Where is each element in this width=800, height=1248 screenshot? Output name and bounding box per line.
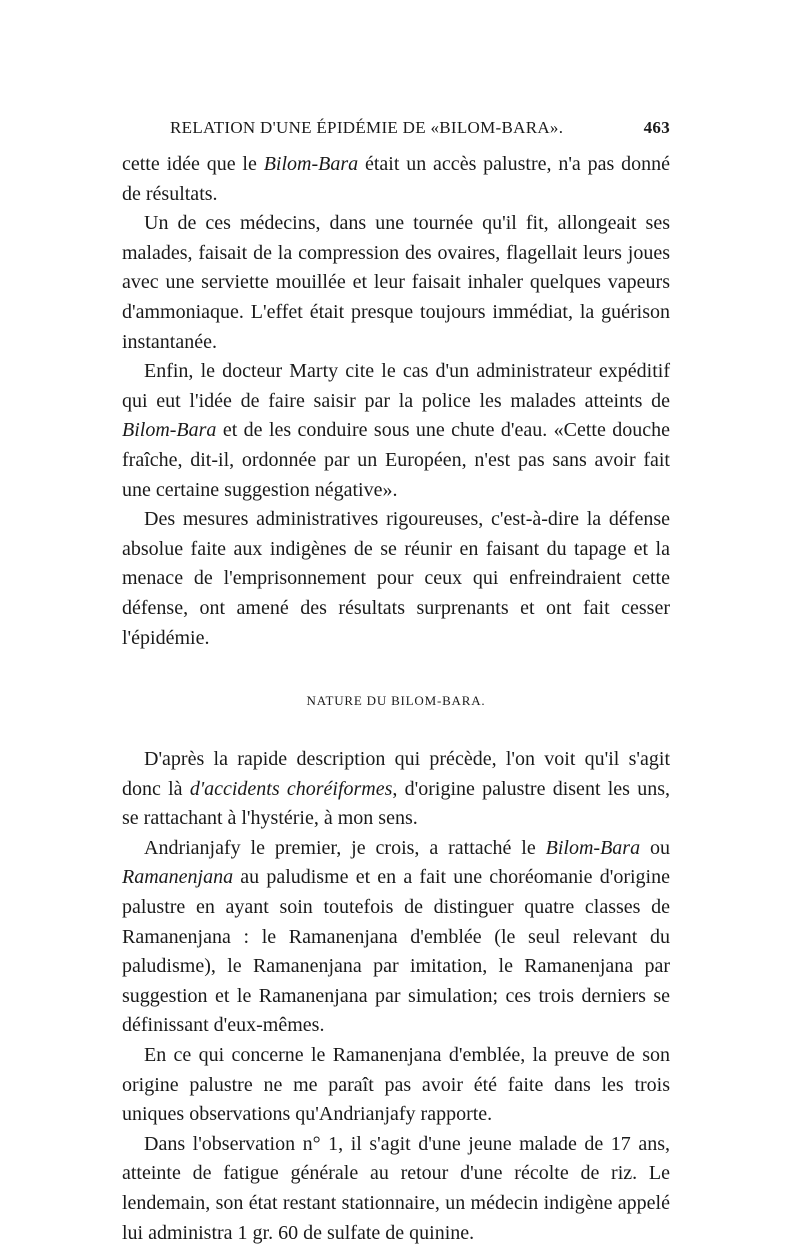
paragraph-6-text-c: ou [640, 836, 671, 859]
paragraph-1-italic: Bilom-Bara [263, 153, 359, 175]
section-title: NATURE DU BILOM-BARA. [306, 693, 486, 709]
paragraph-7: En ce qui concerne le Ramanenjana d'emblée, la preuve de son origine palustre ne me paraît pas avoir été faite dans les trois uniques observations qu'Andrianjafy rapporte. [122, 1044, 670, 1126]
paragraph-3-italic: Bilom-Bara [122, 419, 217, 442]
paragraph-6-text-e: au paludisme et en a fait une choréomanie d'origine palustre en ayant soin toutefois de distinguer quatre classes de Ramanenjana : le Ramanenjana d'emblée (le seul relevant du paludisme), le Ramanenjana par imitation, le Ramanenjana par suggestion et le Ramanenjana par simulation; ces trois derniers se définissant d'eux-mêmes. [122, 866, 670, 1037]
header-title: RELATION D'UNE ÉPIDÉMIE DE «BILOM-BARA». [170, 118, 564, 137]
paragraph-2: Un de ces médecins, dans une tournée qu'il fit, allongeait ses malades, faisait de la compression des ovaires, flagellait leurs joues avec une serviette mouillée et leur faisait inhaler quelques vapeurs d'ammoniaque. L'effet était presque toujours immédiat, la guérison instantanée. [122, 212, 670, 353]
paragraph-1-text-c: était un accès palustre, n'a pas donné de résultats. [122, 153, 671, 205]
paragraph-5-text-a: D'après la rapide description qui précède, l'on voit qu'il s'agit donc là [122, 748, 670, 800]
paragraph-1-text-a: cette idée que le [122, 153, 264, 175]
paragraph-8: Dans l'observation n° 1, il s'agit d'une jeune malade de 17 ans, atteinte de fatigue générale au retour d'une récolte de riz. Le lendemain, son état restant stationnaire, un médecin indigène appelé lui administra 1 gr. 60 de sulfate de quinine. [122, 1132, 670, 1244]
paragraph-4: Des mesures administratives rigoureuses, c'est-à-dire la défense absolue faite aux indigènes de se réunir en faisant du tapage et la menace de l'emprisonnement pour ceux qui enfreindraient cette défense, ont amené des résultats surprenants et ont fait cesser l'épidémie. [122, 508, 670, 649]
paragraph-6-text-a: Andrianjafy le premier, je crois, a rattaché le [144, 836, 546, 859]
paragraph-6 [122, 834, 670, 1041]
paragraph-1 [122, 150, 670, 209]
paragraph-3 [122, 357, 670, 505]
paragraph-3-text-c: et de les conduire sous une chute d'eau. «Cette douche fraîche, dit-il, ordonnée par un Européen, n'est pas sans avoir fait une certaine suggestion négative». [122, 419, 670, 501]
paragraph-6-italic-2: Ramanenjana [122, 866, 234, 889]
paragraph-5-text-c: , d'origine palustre disent les uns, se rattachant à l'hystérie, à mon sens. [122, 777, 670, 830]
page-body [122, 150, 670, 1248]
paragraph-5 [122, 745, 670, 834]
paragraph-6-italic-1: Bilom-Bara [545, 836, 641, 859]
page-number: 463 [643, 118, 670, 137]
paragraph-5-italic: d'accidents choréiformes [189, 777, 393, 800]
paragraph-3-text-a: Enfin, le docteur Marty cite le cas d'un administrateur expéditif qui eut l'idée de faire saisir par la police les malades atteints de [122, 360, 670, 412]
